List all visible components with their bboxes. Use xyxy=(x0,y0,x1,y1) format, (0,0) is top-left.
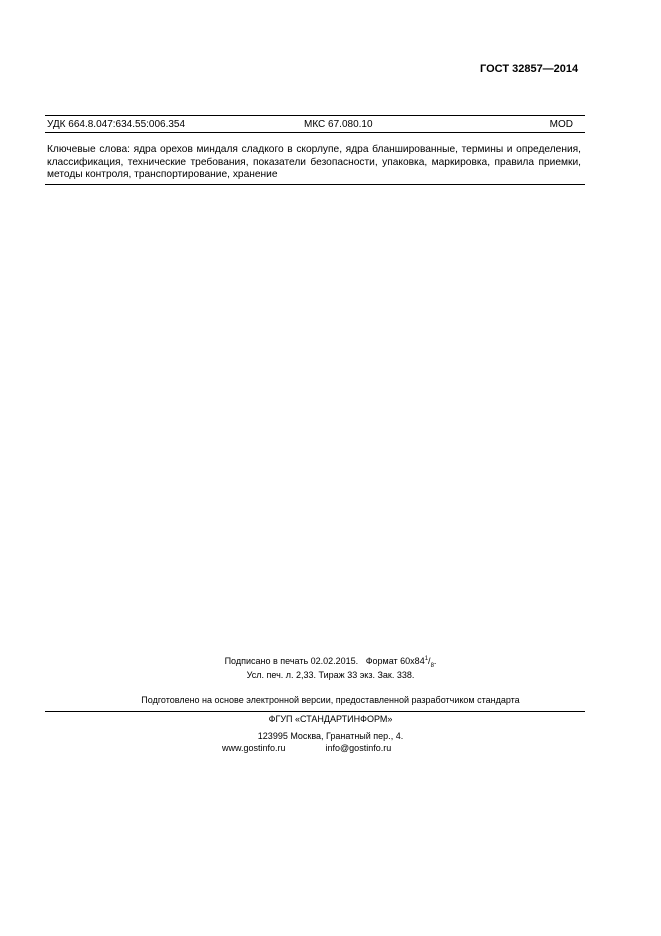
standard-number: ГОСТ 32857—2014 xyxy=(480,63,579,75)
print-sheets-line: Усл. печ. л. 2,33. Тираж 33 экз. Зак. 338. xyxy=(246,670,415,680)
website-link[interactable]: www.gostinfo.ru xyxy=(222,743,286,753)
keywords-paragraph: Ключевые слова: ядра орехов миндаля сладкого в скорлупе, ядра бланшированные, термины и определения, классификация, технические требования, показатели безопасности, упаковка, маркировка, правила приемки, методы контроля, транспортирование, хранение xyxy=(47,144,581,180)
publisher-address: 123995 Москва, Гранатный пер., 4. xyxy=(257,731,404,741)
top-divider xyxy=(45,115,585,116)
publisher-divider xyxy=(45,711,585,712)
classification-divider xyxy=(45,132,585,133)
email-link[interactable]: info@gostinfo.ru xyxy=(325,743,392,753)
prepared-note: Подготовлено на основе электронной версии, предоставленной разработчиком стандарта xyxy=(141,695,520,705)
mks-code: МКС 67.080.10 xyxy=(304,119,373,130)
publisher-name: ФГУП «СТАНДАРТИНФОРМ» xyxy=(268,714,393,724)
publisher-contacts xyxy=(222,743,391,753)
keywords-divider xyxy=(45,184,585,185)
udk-code: УДК 664.8.047:634.55:006.354 xyxy=(47,119,186,130)
format-text: Формат $60x84^1/_8$. xyxy=(365,656,437,669)
signed-date: Подписано в печать 02.02.2015. xyxy=(224,656,359,666)
signed-line xyxy=(0,656,661,669)
mod-marker: MOD xyxy=(549,119,573,130)
